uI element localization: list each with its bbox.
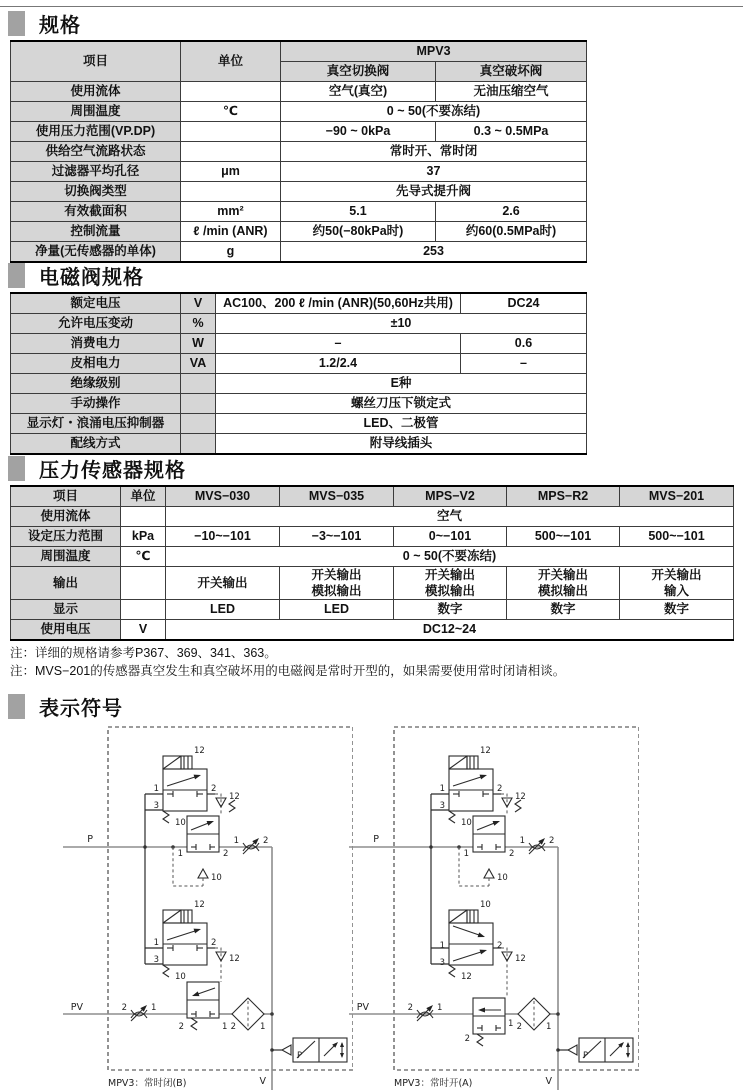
table-row (11, 41, 587, 62)
table-row (11, 567, 734, 600)
port-label: 12 (515, 792, 526, 802)
unit-cell: VA (181, 354, 216, 374)
unit-cell (121, 600, 166, 620)
col-header-sub2: 真空破坏阀 (436, 62, 587, 82)
value-cell: 0~−101 (394, 527, 507, 547)
value-cell: – (461, 354, 587, 374)
unit-cell (181, 122, 281, 142)
value-cell: 0.6 (461, 334, 587, 354)
unit-cell: % (181, 314, 216, 334)
main-valve-break (465, 998, 514, 1046)
unit-cell: g (181, 242, 281, 263)
col-header-model: MPS−R2 (507, 486, 620, 507)
unit-cell (121, 567, 166, 600)
port-label: 12 (194, 900, 205, 910)
value-cell: 0.3 ~ 0.5MPa (436, 122, 587, 142)
table-row (11, 334, 587, 354)
value-cell: DC12~24 (166, 620, 734, 641)
port-label: 2 (407, 1003, 413, 1013)
value-cell: 附导线插头 (216, 434, 587, 455)
value-cell (280, 567, 394, 600)
row-label: 手动操作 (11, 394, 181, 414)
port-pv-label: PV (356, 1002, 369, 1013)
value-cell: 0 ~ 50(不要冻结) (166, 547, 734, 567)
spec-table (10, 40, 587, 263)
port-label: 2 (497, 941, 503, 951)
table-row (11, 434, 587, 455)
section-marker (8, 456, 25, 481)
row-label: 消费电力 (11, 334, 181, 354)
port-label: 12 (229, 954, 240, 964)
row-label: 使用压力范围(VP.DP) (11, 122, 181, 142)
flow-control-valve (122, 1003, 157, 1021)
unit-cell (121, 507, 166, 527)
table-row (11, 314, 587, 334)
port-label: 10 (175, 818, 186, 828)
flow-control-valve (234, 836, 269, 854)
table-row (11, 354, 587, 374)
circuit-diagram-normally-closed (63, 720, 353, 1090)
col-header-unit: 单位 (181, 41, 281, 82)
value-cell (394, 567, 507, 600)
value-cell: LED、二极管 (216, 414, 587, 434)
value-cell: 37 (281, 162, 587, 182)
port-label: 10 (480, 900, 491, 910)
port-label: 2 (464, 1034, 470, 1044)
footnote-1: 注：详细的规格请参考P367、369、341、363。 (10, 646, 277, 660)
port-label: 2 (211, 938, 217, 948)
port-label: 1 (439, 941, 445, 951)
value-cell: – (216, 334, 461, 354)
sensor-table (10, 485, 734, 641)
col-header-model: MVS−201 (620, 486, 734, 507)
row-label: 有效截面积 (11, 202, 181, 222)
port-label: 1 (153, 784, 159, 794)
unit-cell (181, 394, 216, 414)
col-header-model: MVS−030 (166, 486, 280, 507)
row-label: 显示灯・浪涌电压抑制器 (11, 414, 181, 434)
port-label: 1 (437, 1003, 443, 1013)
port-p-label: P (373, 834, 379, 845)
port-label: 2 (211, 784, 217, 794)
value-cell: LED (280, 600, 394, 620)
value-cell (620, 567, 734, 600)
table-row (11, 527, 734, 547)
port-label: 2 (549, 836, 555, 846)
port-label: 2 (509, 849, 515, 859)
port-label: 1 (151, 1003, 157, 1013)
port-label: 2 (223, 849, 229, 859)
port-v-label: V (259, 1076, 266, 1087)
port-label: 3 (439, 958, 445, 968)
row-label: 使用电压 (11, 620, 121, 641)
unit-cell (181, 414, 216, 434)
value-cell: 数字 (394, 600, 507, 620)
output-line: 开关输出 (424, 568, 475, 582)
pressure-sensor (272, 1038, 347, 1062)
unit-cell: μm (181, 162, 281, 182)
row-label: 过滤器平均孔径 (11, 162, 181, 182)
row-label: 额定电压 (11, 293, 181, 314)
value-cell: LED (166, 600, 280, 620)
value-cell: 500~−101 (620, 527, 734, 547)
row-label: 绝缘级别 (11, 374, 181, 394)
port-label: 1 (233, 836, 239, 846)
port-label: 12 (461, 972, 472, 982)
port-label: 1 (519, 836, 525, 846)
port-label: 1 (508, 1019, 514, 1029)
value-cell: 1.2/2.4 (216, 354, 461, 374)
value-cell: 空气 (166, 507, 734, 527)
col-header-model: MVS−035 (280, 486, 394, 507)
value-cell: −3~−101 (280, 527, 394, 547)
section-title: 规格 (39, 15, 81, 37)
row-label: 允许电压变动 (11, 314, 181, 334)
value-cell: E种 (216, 374, 587, 394)
value-cell: 500~−101 (507, 527, 620, 547)
port-label: 12 (229, 792, 240, 802)
section-title: 电磁阀规格 (39, 267, 144, 289)
value-cell: 数字 (507, 600, 620, 620)
table-row (11, 414, 587, 434)
port-label: 10 (211, 873, 222, 883)
section-header-solenoid (8, 261, 144, 290)
flow-control-valve (408, 1003, 443, 1021)
port-label: 2 (497, 784, 503, 794)
value-cell: −10~−101 (166, 527, 280, 547)
col-header-group: MPV3 (281, 41, 587, 62)
row-label: 周围温度 (11, 102, 181, 122)
unit-cell: V (121, 620, 166, 641)
table-row (11, 242, 587, 263)
port-label: 2 (178, 1022, 184, 1032)
col-header-item: 项目 (11, 486, 121, 507)
table-row (11, 620, 734, 641)
value-cell: −90 ~ 0kPa (281, 122, 436, 142)
row-label: 配线方式 (11, 434, 181, 455)
output-line: 模拟输出 (311, 584, 362, 598)
value-cell: 先导式提升阀 (281, 182, 587, 202)
col-header-model: MPS−V2 (394, 486, 507, 507)
table-row (11, 142, 587, 162)
value-cell: AC100、200 ℓ /min (ANR)(50,60Hz共用) (216, 293, 461, 314)
section-title: 表示符号 (39, 698, 123, 720)
port-label: 12 (194, 746, 205, 756)
port-label: 2 (121, 1003, 127, 1013)
output-line: 输入 (663, 584, 689, 598)
table-row (11, 507, 734, 527)
filter (231, 998, 266, 1032)
row-label: 显示 (11, 600, 121, 620)
unit-cell (181, 374, 216, 394)
unit-cell: ℃ (181, 102, 281, 122)
value-cell: 螺丝刀压下锁定式 (216, 394, 587, 414)
section-title: 压力传感器规格 (39, 460, 186, 482)
section-header-symbol (8, 692, 123, 721)
value-cell: 空气(真空) (281, 82, 436, 102)
port-label: 10 (461, 818, 472, 828)
diagram-caption: MPV3：常时开(A) (394, 1078, 473, 1089)
value-cell: 5.1 (281, 202, 436, 222)
output-line: 开关输出 (197, 576, 248, 590)
sensor-p-label: P (297, 1051, 303, 1061)
solenoid-table (10, 292, 587, 455)
table-row (11, 202, 587, 222)
port-label: 1 (153, 938, 159, 948)
table-row (11, 82, 587, 102)
port-label: 2 (516, 1022, 522, 1032)
unit-cell: kPa (121, 527, 166, 547)
table-row (11, 374, 587, 394)
value-cell (166, 567, 280, 600)
row-label: 净量(无传感器的单体) (11, 242, 181, 263)
table-row (11, 394, 587, 414)
row-label: 输出 (11, 567, 121, 600)
output-line: 开关输出 (537, 568, 588, 582)
unit-cell: mm² (181, 202, 281, 222)
footnotes (10, 644, 565, 680)
table-row (11, 102, 587, 122)
port-label: 3 (153, 955, 159, 965)
table-row (11, 122, 587, 142)
unit-cell (181, 182, 281, 202)
output-line: 模拟输出 (424, 584, 475, 598)
row-label: 供给空气流路状态 (11, 142, 181, 162)
sensor-p-label: P (583, 1051, 589, 1061)
main-valve-break (179, 982, 228, 1032)
value-cell: 常时开、常时闭 (281, 142, 587, 162)
col-header-sub1: 真空切换阀 (281, 62, 436, 82)
section-marker (8, 694, 25, 719)
table-row (11, 222, 587, 242)
port-label: 10 (497, 873, 508, 883)
port-label: 1 (222, 1022, 228, 1032)
row-label: 使用流体 (11, 82, 181, 102)
output-line: 开关输出 (311, 568, 362, 582)
table-row (11, 293, 587, 314)
col-header-unit: 单位 (121, 486, 166, 507)
section-header-sensor (8, 454, 186, 483)
value-cell: DC24 (461, 293, 587, 314)
port-label: 1 (439, 784, 445, 794)
circuit-diagrams (0, 720, 743, 1090)
row-label: 设定压力范围 (11, 527, 121, 547)
section-marker (8, 11, 25, 36)
port-p-label: P (87, 834, 93, 845)
footnote-2: 注：MVS−201的传感器真空发生和真空破坏用的电磁阀是常时开型的，如果需要使用常时闭请相谈。 (10, 664, 566, 678)
diagram-caption: MPV3：常时闭(B) (108, 1078, 187, 1089)
pressure-sensor (558, 1038, 633, 1062)
value-cell: 数字 (620, 600, 734, 620)
value-cell: 约60(0.5MPa时) (436, 222, 587, 242)
row-label: 控制流量 (11, 222, 181, 242)
unit-cell (181, 434, 216, 455)
filter (517, 998, 552, 1032)
value-cell: 约50(−80kPa时) (281, 222, 436, 242)
port-label: 3 (439, 801, 445, 811)
unit-cell: ℃ (121, 547, 166, 567)
output-line: 模拟输出 (537, 584, 588, 598)
value-cell: 无油压缩空气 (436, 82, 587, 102)
row-label: 皮相电力 (11, 354, 181, 374)
row-label: 切换阀类型 (11, 182, 181, 202)
port-label: 1 (177, 849, 183, 859)
pilot-valve-bottom (154, 900, 217, 982)
value-cell (507, 567, 620, 600)
value-cell: 2.6 (436, 202, 587, 222)
unit-cell (181, 142, 281, 162)
unit-cell: W (181, 334, 216, 354)
row-label: 使用流体 (11, 507, 121, 527)
pilot-valve-bottom (440, 900, 503, 982)
port-label: 1 (260, 1022, 266, 1032)
port-label: 12 (480, 746, 491, 756)
port-label: 10 (175, 972, 186, 982)
port-label: 1 (546, 1022, 552, 1032)
unit-cell (181, 82, 281, 102)
unit-cell: ℓ /min (ANR) (181, 222, 281, 242)
port-v-label: V (545, 1076, 552, 1087)
section-header-spec (8, 9, 81, 38)
top-rule (0, 6, 743, 7)
row-label: 周围温度 (11, 547, 121, 567)
table-row (11, 547, 734, 567)
table-row (11, 162, 587, 182)
output-line: 开关输出 (651, 568, 702, 582)
col-header-item: 项目 (11, 41, 181, 82)
port-label: 12 (515, 954, 526, 964)
table-row (11, 182, 587, 202)
port-label: 1 (463, 849, 469, 859)
table-row (11, 600, 734, 620)
value-cell: ±10 (216, 314, 587, 334)
port-label: 2 (263, 836, 269, 846)
port-pv-label: PV (70, 1002, 83, 1013)
unit-cell: V (181, 293, 216, 314)
value-cell: 0 ~ 50(不要冻结) (281, 102, 587, 122)
value-cell: 253 (281, 242, 587, 263)
port-label: 3 (153, 801, 159, 811)
section-marker (8, 263, 25, 288)
port-label: 2 (230, 1022, 236, 1032)
circuit-diagram-normally-open (349, 720, 639, 1090)
flow-control-valve (520, 836, 555, 854)
table-row (11, 486, 734, 507)
